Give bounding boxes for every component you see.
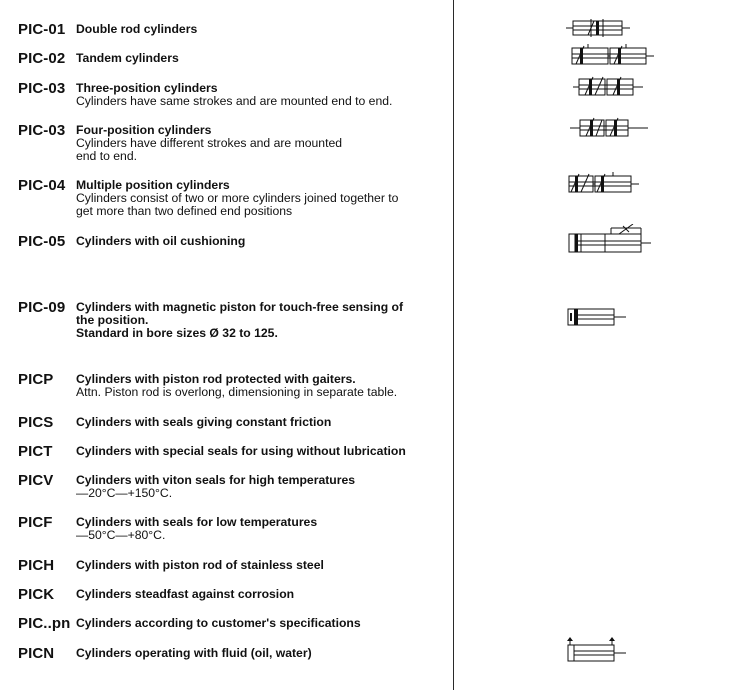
entry-title: Cylinders with seals giving constant friction <box>76 415 332 429</box>
entry-code: PIC-02 <box>18 50 66 67</box>
four-position-cylinder-symbol <box>570 116 650 140</box>
entry-title: Cylinders with seals for low temperatures <box>76 515 318 529</box>
entry-title: Tandem cylinders <box>76 51 179 65</box>
entry-code: PIC..pn <box>18 615 71 632</box>
entry-title: Double rod cylinders <box>76 22 198 36</box>
entry-code: PICF <box>18 514 53 531</box>
entry-title: Cylinders with piston rod of stainless steel <box>76 558 324 572</box>
entry-code: PIC-05 <box>18 233 66 250</box>
entry-description: —20°C—+150°C. <box>76 486 173 500</box>
fluid-operated-cylinder-symbol <box>566 637 628 665</box>
entry-code: PIC-03 <box>18 80 66 97</box>
magnetic-piston-cylinder-symbol <box>566 305 628 329</box>
three-position-cylinder-symbol <box>573 75 653 99</box>
entry-title: Cylinders steadfast against corrosion <box>76 587 295 601</box>
double-rod-cylinder-symbol <box>566 17 630 39</box>
entry-code: PIC-01 <box>18 21 66 38</box>
multiple-position-cylinder-symbol <box>567 172 639 196</box>
entry-title: Cylinders with special seals for using without lubrication <box>76 444 406 458</box>
entry-code: PICP <box>18 371 54 388</box>
entry-title: Cylinders with viton seals for high temperatures <box>76 473 356 487</box>
entry-code: PIC-03 <box>18 122 66 139</box>
entry-description: Cylinders have different strokes and are mounted end to end. <box>76 136 343 163</box>
entry-title: Cylinders according to customer's specifications <box>76 616 361 630</box>
oil-cushioning-cylinder-symbol <box>567 224 651 258</box>
tandem-cylinder-symbol <box>570 44 654 68</box>
entry-code: PICS <box>18 414 54 431</box>
entry-code: PIC-04 <box>18 177 66 194</box>
entry-description: Cylinders consist of two or more cylinders joined together to get more than two defined end positions <box>76 191 399 218</box>
entry-title: Multiple position cylinders <box>76 178 230 192</box>
entry-code: PICK <box>18 586 55 603</box>
entry-title: Three-position cylinders <box>76 81 218 95</box>
entry-code: PICN <box>18 645 55 662</box>
entry-title: Cylinders with oil cushioning <box>76 234 246 248</box>
entry-title: Cylinders operating with fluid (oil, water) <box>76 646 312 660</box>
entry-description: the position. Standard in bore sizes Ø 32 to 125. <box>76 313 278 340</box>
entry-code: PIC-09 <box>18 299 66 316</box>
entry-description: Attn. Piston rod is overlong, dimensioning in separate table. <box>76 385 398 399</box>
entry-description: —50°C—+80°C. <box>76 528 166 542</box>
entry-code: PICV <box>18 472 54 489</box>
entry-code: PICH <box>18 557 55 574</box>
entry-description: Cylinders have same strokes and are mounted end to end. <box>76 94 393 108</box>
entry-title: Cylinders with magnetic piston for touch-free sensing of <box>76 300 404 314</box>
entry-title: Four-position cylinders <box>76 123 212 137</box>
entry-code: PICT <box>18 443 53 460</box>
entry-title: Cylinders with piston rod protected with gaiters. <box>76 372 356 386</box>
